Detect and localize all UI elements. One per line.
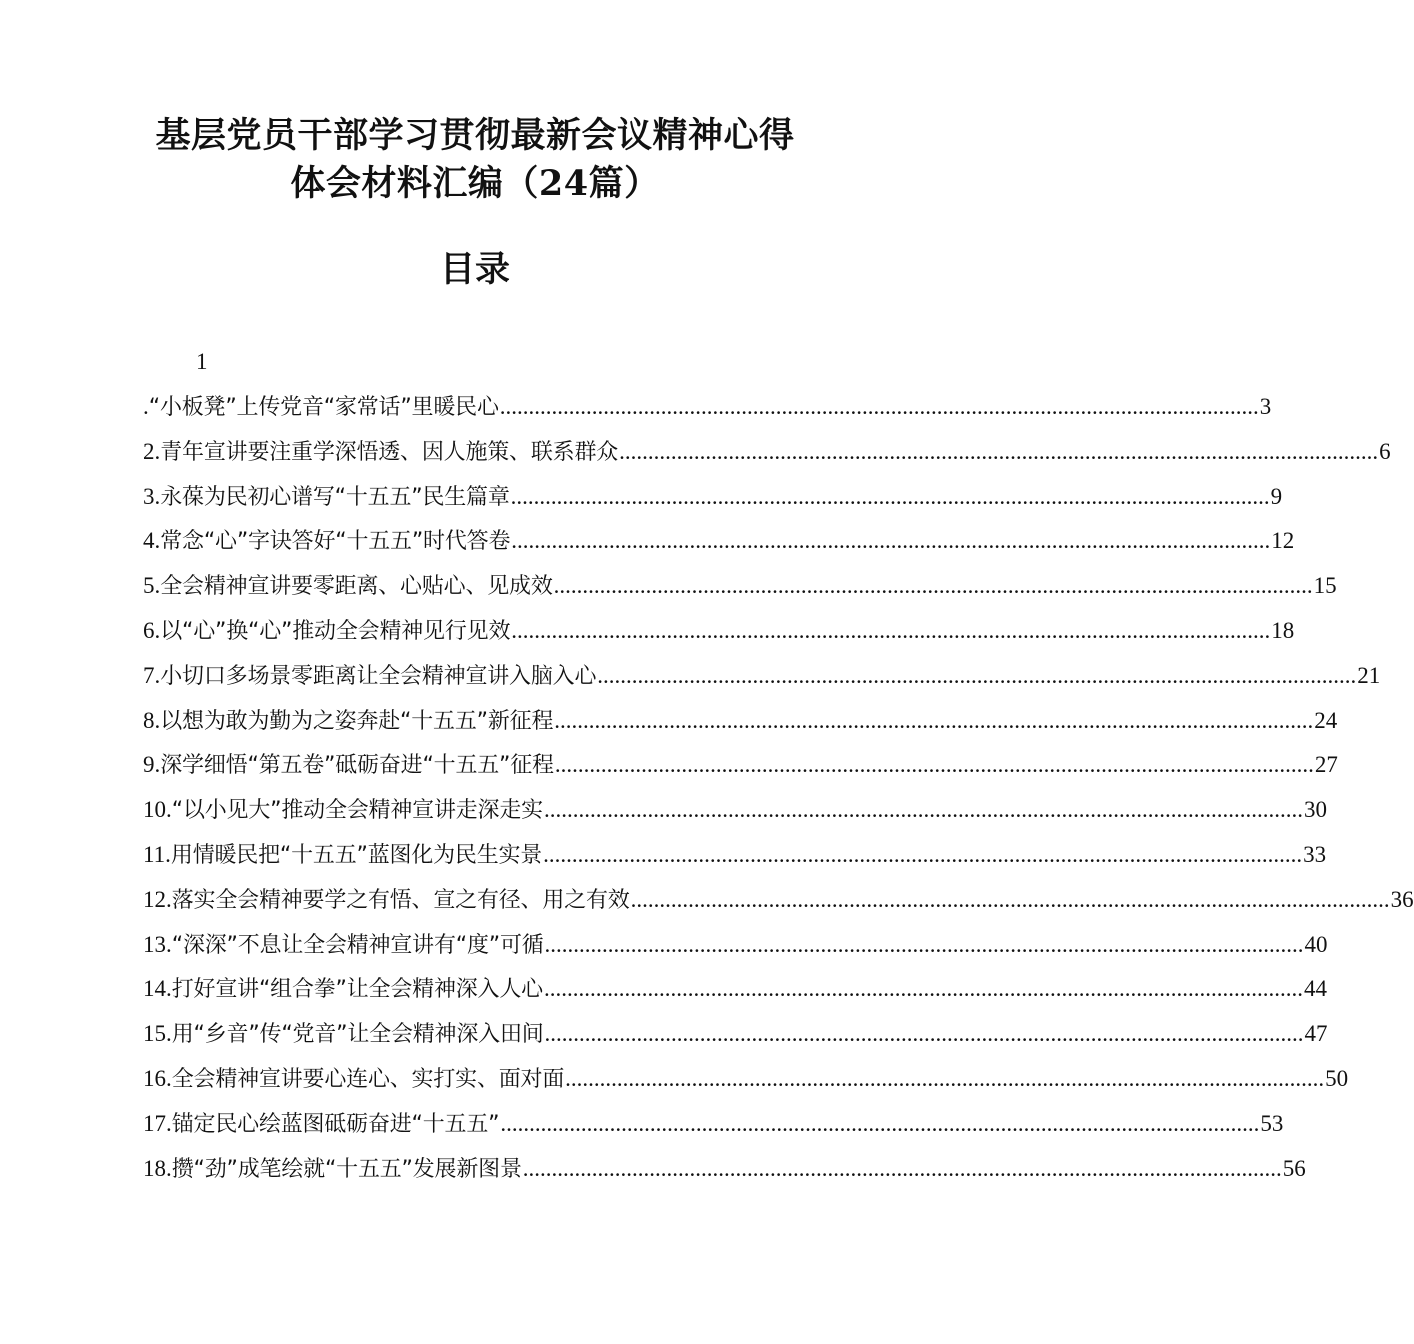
dot-leader [619, 432, 1378, 472]
dot-leader [631, 880, 1390, 920]
table-of-contents [143, 387, 1414, 1193]
toc-entry-title: 落实全会精神要学之有悟、宣之有径、用之有效 [171, 887, 630, 913]
toc-entry-number: . [143, 394, 149, 419]
document-title-line-1: 基层党员干部学习贯彻最新会议精神心得 [155, 115, 795, 156]
toc-entry-title: 青年宣讲要注重学深悟透、因人施策、联系群众 [160, 439, 619, 465]
toc-entry-title: 用“乡音”传“党音”让全会精神深入田间 [171, 1022, 544, 1048]
toc-entry-title: 小切口多场景零距离让全会精神宣讲入脑入心 [160, 663, 597, 689]
toc-heading: 目录 [439, 249, 510, 290]
toc-entry-page: 36 [1390, 886, 1414, 912]
toc-entry-page: 30 [1303, 797, 1327, 823]
toc-entry-number: 6. [143, 617, 161, 643]
toc-entry-1-number-fragment: 1 [196, 349, 208, 374]
dot-leader [555, 745, 1314, 785]
dot-leader [511, 521, 1270, 561]
toc-entry[interactable] [143, 925, 1328, 970]
toc-entry-number: 10. [143, 797, 172, 823]
toc-entry-page: 50 [1325, 1065, 1349, 1091]
toc-entry-title: “小板凳”上传党音“家常话”里暖民心 [148, 395, 499, 420]
toc-entry[interactable] [143, 477, 1283, 522]
toc-entry-page: 6 [1379, 438, 1391, 464]
toc-entry-page: 3 [1259, 394, 1272, 419]
toc-entry-number: 12. [143, 886, 172, 912]
toc-entry-number: 18. [143, 1155, 172, 1181]
dot-leader [554, 566, 1313, 606]
toc-entry-number: 3. [143, 483, 161, 509]
toc-entry[interactable] [143, 790, 1327, 835]
toc-entry-number: 15. [143, 1021, 172, 1047]
toc-entry-number: 11. [143, 841, 171, 867]
toc-entry[interactable] [143, 656, 1381, 701]
toc-entry-page: 24 [1314, 707, 1338, 733]
toc-entry[interactable] [143, 611, 1295, 656]
toc-entry-page: 47 [1304, 1021, 1328, 1047]
toc-entry[interactable] [143, 432, 1391, 477]
toc-entry-title: 打好宣讲“组合拳”让全会精神深入人心 [171, 977, 543, 1003]
toc-entry[interactable] [143, 701, 1338, 746]
toc-entry-page: 15 [1313, 573, 1337, 599]
toc-entry-number: 5. [143, 573, 161, 599]
document-title-line-2: 体会材料汇编（24篇） [290, 163, 660, 204]
dot-leader [545, 1014, 1304, 1054]
toc-entry-title: 全会精神宣讲要心连心、实打实、面对面 [171, 1066, 565, 1092]
toc-entry-title: 以“心”换“心”推动全会精神见行见效 [160, 618, 511, 644]
toc-entry-number: 4. [143, 528, 161, 554]
toc-entry-number: 9. [143, 752, 161, 778]
toc-entry-number: 16. [143, 1065, 172, 1091]
dot-leader [543, 835, 1302, 875]
toc-entry[interactable] [143, 566, 1337, 611]
toc-entry[interactable] [143, 521, 1295, 566]
toc-entry[interactable] [143, 880, 1414, 925]
toc-entry-page: 12 [1271, 528, 1295, 554]
toc-entry-page: 33 [1303, 841, 1327, 867]
toc-entry[interactable] [143, 1104, 1284, 1149]
toc-entry-title: 全会精神宣讲要零距离、心贴心、见成效 [160, 574, 553, 600]
document-title [0, 112, 950, 208]
dot-leader [523, 1149, 1282, 1189]
toc-entry-page: 9 [1270, 483, 1283, 509]
toc-entry-number: 13. [143, 931, 172, 957]
dot-leader [511, 477, 1270, 517]
toc-entry[interactable] [143, 387, 1272, 432]
dot-leader [500, 387, 1259, 427]
toc-entry-page: 44 [1303, 976, 1327, 1002]
dot-leader [511, 611, 1270, 651]
dot-leader [554, 701, 1313, 741]
toc-entry-title: 攒“劲”成笔绘就“十五五”发展新图景 [171, 1156, 522, 1182]
toc-entry-title: 永葆为民初心谱写“十五五”民生篇章 [160, 484, 510, 510]
toc-entry-page: 27 [1314, 752, 1338, 778]
toc-entry-page: 56 [1282, 1155, 1306, 1181]
toc-entry-title: “深深”不息让全会精神宣讲有“度”可循 [171, 932, 544, 958]
dot-leader [565, 1059, 1324, 1099]
toc-entry[interactable] [143, 1149, 1306, 1194]
dot-leader [597, 656, 1356, 696]
toc-entry-title: 用情暖民把“十五五”蓝图化为民生实景 [170, 842, 543, 868]
toc-entry[interactable] [143, 835, 1327, 880]
toc-entry-title: 深学细悟“第五卷”砥砺奋进“十五五”征程 [160, 753, 554, 779]
dot-leader [500, 1104, 1259, 1144]
toc-entry-title: “以小见大”推动全会精神宣讲走深走实 [171, 798, 543, 824]
toc-entry[interactable] [143, 745, 1338, 790]
toc-entry-number: 8. [143, 707, 161, 733]
toc-entry-number: 7. [143, 662, 161, 688]
toc-entry-title: 以想为敢为勤为之姿奔赴“十五五”新征程 [160, 708, 554, 734]
dot-leader [544, 790, 1303, 830]
toc-entry-title: 常念“心”字诀答好“十五五”时代答卷 [160, 529, 511, 555]
dot-leader [545, 925, 1304, 965]
toc-entry-page: 53 [1260, 1110, 1284, 1136]
toc-entry-number: 14. [143, 976, 172, 1002]
toc-entry[interactable] [143, 1059, 1349, 1104]
toc-entry[interactable] [143, 969, 1327, 1014]
toc-entry-number: 17. [143, 1110, 172, 1136]
toc-entry-number: 2. [143, 438, 161, 464]
dot-leader [544, 969, 1303, 1009]
toc-entry[interactable] [143, 1014, 1328, 1059]
toc-entry-page: 21 [1357, 662, 1381, 688]
toc-entry-page: 18 [1271, 617, 1295, 643]
toc-entry-page: 40 [1304, 931, 1328, 957]
toc-entry-title: 锚定民心绘蓝图砥砺奋进“十五五” [171, 1111, 500, 1137]
